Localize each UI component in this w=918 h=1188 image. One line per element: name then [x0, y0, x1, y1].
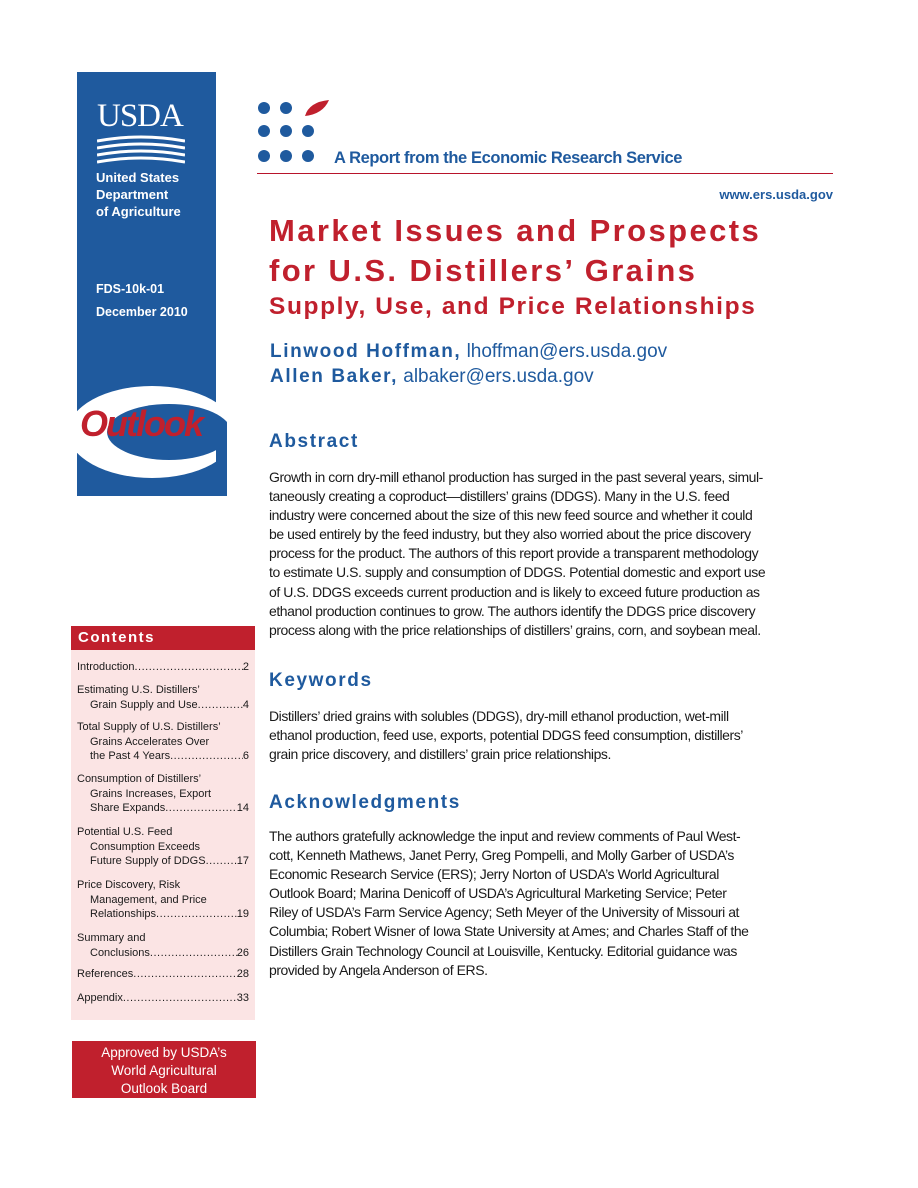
- toc-entry-label: Grains Increases, Export: [90, 787, 212, 800]
- toc-entry-label: Grain Supply and Use: [90, 698, 198, 711]
- toc-entry-appendix[interactable]: [77, 991, 249, 1006]
- abstract-line: process along with the price relationships of distillers’ grains, corn, and soybean meal.: [269, 621, 761, 638]
- author-1-name: Linwood Hoffman,: [270, 341, 462, 362]
- header-rule: [257, 173, 833, 174]
- keywords-line: grain price discovery, and distillers’ grain price relationships.: [269, 746, 611, 763]
- ers-dots-logo-icon: [257, 100, 332, 165]
- toc-page: 33: [236, 992, 249, 1004]
- toc-entry-price-discovery[interactable]: [77, 878, 249, 922]
- abstract-line: ethanol production continues to grow. The authors identify the DDGS price discovery: [269, 602, 756, 619]
- toc-entry-label: Introduction: [77, 661, 135, 673]
- toc-entry-label: Total Supply of U.S. Distillers’: [77, 721, 221, 733]
- abstract-heading: Abstract: [269, 431, 359, 452]
- toc-entry-consumption[interactable]: [77, 772, 249, 816]
- report-number: FDS-10k-01: [96, 282, 165, 296]
- author-1: [270, 341, 667, 363]
- toc-entry-label: Share Expands: [90, 802, 166, 815]
- toc-entry-potential-feed[interactable]: [77, 825, 249, 869]
- toc-page: 17: [236, 855, 249, 868]
- author-2-name: Allen Baker,: [270, 366, 398, 387]
- toc-entry-label: Appendix: [77, 992, 123, 1004]
- ack-line: cott, Kenneth Mathews, Janet Perry, Greg Pompelli, and Molly Garber of USDA’s: [269, 847, 734, 864]
- toc-entry-label: Grains Accelerates Over: [90, 735, 210, 748]
- author-1-email[interactable]: lhoffman@ers.usda.gov: [466, 341, 668, 362]
- abstract-line: taneously creating a coproduct—distillers’ grains (DDGS). Many in the U.S. feed: [269, 488, 730, 505]
- toc-entry-label: the Past 4 Years: [90, 750, 171, 763]
- toc-page: 28: [236, 968, 249, 980]
- toc-entry-label: Price Discovery, Risk: [77, 879, 181, 891]
- department-line-2: Department: [96, 187, 169, 202]
- toc-entry-label: Summary and: [77, 932, 146, 944]
- abstract-line: process for the product. The authors of this report provide a transparent methodology: [269, 545, 759, 562]
- keywords-heading: Keywords: [269, 670, 373, 691]
- toc-page: 26: [236, 946, 249, 959]
- abstract-body: [269, 468, 841, 640]
- approved-line-3: Outlook Board: [120, 1081, 208, 1096]
- ack-line: Outlook Board; Marina Denicoff of USDA’s Agricultural Marketing Service; Peter: [269, 885, 727, 902]
- usda-waves-icon: [97, 135, 185, 167]
- toc-entry-label: Conclusions: [90, 946, 150, 959]
- toc-entry-label: Future Supply of DDGS: [90, 855, 206, 868]
- toc-entry-references[interactable]: [77, 967, 249, 982]
- toc-entry-introduction[interactable]: [77, 660, 249, 675]
- abstract-line: Growth in corn dry-mill ethanol production has surged in the past several years, simul-: [269, 469, 763, 485]
- toc-entry-summary[interactable]: [77, 931, 249, 960]
- ack-line: provided by Angela Anderson of ERS.: [269, 961, 488, 978]
- keywords-line: ethanol production, feed use, exports, potential DDGS feed consumption, distillers’: [269, 727, 743, 744]
- toc-entry-label: Estimating U.S. Distillers’: [77, 684, 200, 696]
- toc-entry-estimating[interactable]: [77, 683, 249, 712]
- approved-line-1: Approved by USDA’s: [101, 1045, 227, 1060]
- toc-entry-label: Consumption of Distillers’: [77, 773, 202, 785]
- ack-line: Distillers Grain Technology Council at Louisville, Kentucky. Editorial guidance was: [269, 942, 737, 959]
- abstract-line: of U.S. DDGS exceeds current production and is likely to exceed future production as: [269, 583, 760, 600]
- ack-line: Economic Research Service (ERS); Jerry Norton of USDA’s World Agricultural: [269, 866, 719, 883]
- ack-line: Riley of USDA’s Farm Service Agency; Seth Meyer of the University of Missouri at: [269, 904, 739, 921]
- title-line-1: Market Issues and Prospects: [269, 213, 762, 248]
- abstract-line: industry were concerned about the size of this new feed source and whether it could: [269, 507, 753, 524]
- contents-heading: Contents: [78, 629, 155, 646]
- toc-entry-label: Potential U.S. Feed: [77, 826, 173, 838]
- acknowledgments-heading: Acknowledgments: [269, 792, 461, 813]
- outlook-label: Outlook: [80, 403, 202, 444]
- keywords-line: Distillers’ dried grains with solubles (DDGS), dry-mill ethanol production, wet-mill: [269, 708, 729, 724]
- approved-line-2: World Agricultural: [111, 1063, 217, 1078]
- author-2: [270, 366, 594, 388]
- keywords-body: [269, 707, 841, 764]
- author-2-email[interactable]: albaker@ers.usda.gov: [403, 366, 594, 387]
- toc-page: 2: [242, 661, 249, 673]
- toc-page: 19: [236, 908, 249, 921]
- title-line-2: for U.S. Distillers’ Grains: [269, 253, 698, 288]
- contents-box: [71, 650, 255, 1020]
- toc-entry-label: References: [77, 968, 134, 980]
- abstract-line: be used entirely by the feed industry, but they also worried about the price discovery: [269, 526, 751, 543]
- acknowledgments-body: [269, 827, 841, 980]
- toc-entry-label: Relationships: [90, 908, 157, 921]
- toc-page: 4: [242, 698, 249, 711]
- abstract-line: to estimate U.S. supply and consumption of DDGS. Potential domestic and export use: [269, 564, 766, 581]
- subtitle: Supply, Use, and Price Relationships: [269, 293, 757, 320]
- report-date: December 2010: [96, 305, 188, 319]
- toc-entry-total-supply[interactable]: [77, 720, 249, 764]
- approved-badge: [72, 1041, 256, 1098]
- department-line-3: of Agriculture: [96, 204, 181, 219]
- department-line-1: United States: [96, 170, 180, 185]
- toc-entry-label: Consumption Exceeds: [90, 840, 201, 853]
- toc-page: 14: [236, 802, 249, 815]
- usda-logo-text: USDA: [97, 98, 183, 134]
- website-link[interactable]: www.ers.usda.gov: [719, 187, 833, 202]
- usda-logo: [97, 100, 183, 133]
- toc-entry-label: Management, and Price: [90, 893, 207, 906]
- ack-line: The authors gratefully acknowledge the input and review comments of Paul West-: [269, 828, 741, 844]
- toc-page: 6: [242, 750, 249, 763]
- contents-header: [71, 626, 255, 650]
- report-source-line: A Report from the Economic Research Service: [334, 149, 683, 167]
- ack-line: Columbia; Robert Wisner of Iowa State University at Ames; and Charles Staff of the: [269, 923, 749, 940]
